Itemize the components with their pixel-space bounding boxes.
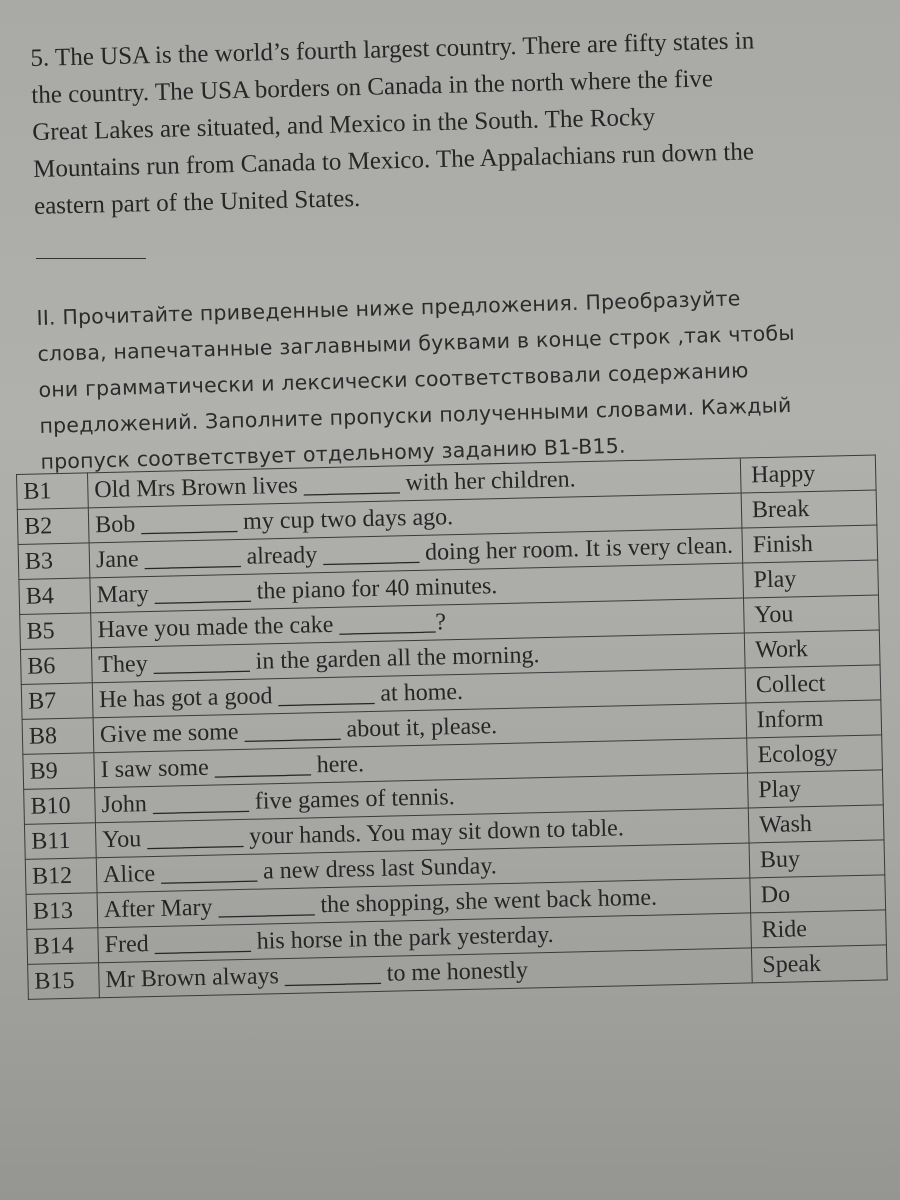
task-word: You [744,595,880,633]
reading-line: Mountains run from Canada to Mexico. The Appalachians run down the [32,138,755,183]
task-word: Wash [748,805,884,843]
reading-line: 5. The USA is the world’s fourth largest country. There are fifty states in [30,27,755,72]
task-number: B9 [23,753,95,790]
task-number: B5 [20,613,92,650]
task-sentence: I saw some ________ here. [94,738,748,788]
task-sentence: Fred ________ his horse in the park yesterday. [98,913,752,963]
task-sentence: Have you made the cake ________? [91,598,745,648]
task-sentence: Jane ________ already ________ doing her room. It is very clean. [89,528,743,578]
task-sentence: After Mary ________ the shopping, she went back home. [97,878,751,928]
task-sentence: John ________ five games of tennis. [95,773,749,823]
instruction-line: слова, напечатанные заглавными буквами в конце строк ,так чтобы [37,320,796,366]
task-sentence: Old Mrs Brown lives ________ with her children. [87,458,741,508]
reading-line: eastern part of the United States. [33,184,361,220]
task-number: B2 [17,508,89,545]
task-word: Do [750,875,886,913]
tasks-table-wrapper [16,454,888,999]
task-word: Play [743,560,879,598]
task-number: B13 [26,893,98,930]
task-sentence: He has got a good ________ at home. [92,668,746,718]
task-word: Ride [751,910,887,948]
tasks-table [16,454,888,999]
task-number: B8 [22,718,94,755]
task-sentence: Bob ________ my cup two days ago. [88,493,742,543]
task-number: B14 [27,928,99,965]
task-sentence: They ________ in the garden all the morning. [91,633,745,683]
task-word: Buy [749,840,885,878]
task-sentence: Give me some ________ about it, please. [93,703,747,753]
task-number: B3 [18,543,90,580]
task-number: B12 [25,858,97,895]
task-sentence: Mary ________ the piano for 40 minutes. [90,563,744,613]
instruction-line: они грамматически и лексически соответствовали содержанию [38,358,749,402]
task-number: B11 [24,823,96,860]
task-sentence: You ________ your hands. You may sit down to table. [95,808,749,858]
task-word: Speak [751,945,887,983]
task-sentence: Alice ________ a new dress last Sunday. [96,843,750,893]
task-word: Collect [745,665,881,703]
task-number: B1 [17,473,89,510]
task-number: B10 [24,788,96,825]
reading-paragraph [30,19,874,224]
reading-line: Great Lakes are situated, and Mexico in the South. The Rocky [31,103,656,146]
instruction-line: пропуск соответствует отдельному заданию B1-B15. [40,433,626,474]
instruction-line: II. Прочитайте приведенные ниже предложения. Преобразуйте [36,286,741,330]
task-sentence: Mr Brown always ________ to me honestly [99,948,753,998]
task-word: Happy [740,455,876,493]
task-number: B6 [20,648,92,685]
instruction-line: предложений. Заполните пропуски полученными словами. Каждый [39,392,792,438]
task-number: B7 [21,683,93,720]
task-number: B4 [19,578,91,615]
task-word: Ecology [747,735,883,773]
task-word: Work [744,630,880,668]
reading-line: the country. The USA borders on Canada in the north where the five [31,65,714,109]
section-divider [36,258,146,259]
task-number: B15 [28,963,100,1000]
task-word: Finish [742,525,878,563]
task-word: Break [741,490,877,528]
task-word: Inform [746,700,882,738]
task-instructions [36,277,881,480]
task-word: Play [747,770,883,808]
